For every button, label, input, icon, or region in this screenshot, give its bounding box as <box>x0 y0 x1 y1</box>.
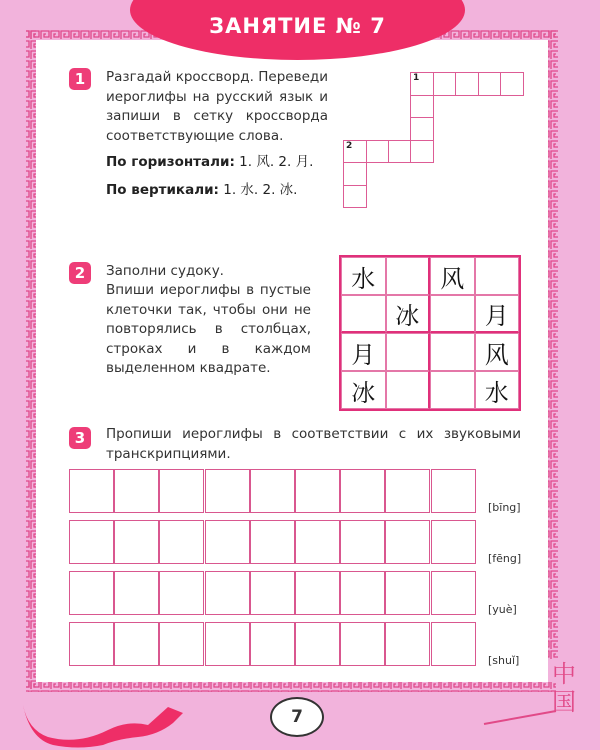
writing-cell[interactable] <box>250 469 295 513</box>
task1-instructions: Разгадай кроссворд. Переведи иероглифы на русский язык и запиши в сетку кроссворда соответствующие слова. <box>106 69 328 144</box>
sudoku-cell[interactable] <box>430 371 475 409</box>
writing-cell[interactable] <box>205 469 250 513</box>
crossword-cell[interactable] <box>410 72 434 96</box>
page-title: ЗАНЯТИЕ № 7 <box>209 14 386 38</box>
pinyin-label: [yuè] <box>488 603 517 616</box>
pinyin-label: [fēng] <box>488 552 522 565</box>
task-number-1: 1 <box>69 68 91 90</box>
writing-cell[interactable] <box>205 622 250 666</box>
writing-cell[interactable] <box>69 469 114 513</box>
sudoku-cell: 水 <box>475 371 520 409</box>
pinyin-label: [shuǐ] <box>488 654 520 667</box>
writing-cell[interactable] <box>431 469 476 513</box>
writing-cell[interactable] <box>250 520 295 564</box>
writing-cell[interactable] <box>205 571 250 615</box>
crossword-cell[interactable] <box>478 72 502 96</box>
task3-instructions: Пропиши иероглифы в соответствии с их звуковыми транскрипциями. <box>106 426 521 462</box>
writing-cell[interactable] <box>69 622 114 666</box>
vertical-clue-text: 1. 水. 2. 冰. <box>223 182 298 198</box>
writing-cell[interactable] <box>159 622 204 666</box>
writing-cell[interactable] <box>431 571 476 615</box>
page-number: 7 <box>270 697 324 737</box>
brush-icon <box>480 708 560 728</box>
crossword-cell[interactable] <box>455 72 479 96</box>
writing-cell[interactable] <box>69 520 114 564</box>
pinyin-label: [bīng] <box>488 501 521 514</box>
sudoku-cell[interactable] <box>386 371 431 409</box>
sudoku-cell: 水 <box>341 257 386 295</box>
crossword-cell[interactable] <box>343 185 367 209</box>
writing-cell[interactable] <box>295 520 340 564</box>
sudoku-grid <box>339 255 521 411</box>
writing-cell[interactable] <box>385 622 430 666</box>
sudoku-cell: 冰 <box>341 371 386 409</box>
sudoku-cell: 月 <box>341 333 386 371</box>
sudoku-cell[interactable] <box>386 333 431 371</box>
sudoku-cell: 风 <box>475 333 520 371</box>
writing-cell[interactable] <box>340 469 385 513</box>
writing-cell[interactable] <box>114 520 159 564</box>
writing-cell[interactable] <box>431 520 476 564</box>
crossword-cell[interactable] <box>366 140 390 164</box>
writing-cell[interactable] <box>340 520 385 564</box>
writing-cell[interactable] <box>69 571 114 615</box>
writing-cell[interactable] <box>159 520 204 564</box>
writing-cell[interactable] <box>385 571 430 615</box>
vertical-clues <box>106 178 297 198</box>
task2-instructions: Впиши иероглифы в пустые клеточки так, чтобы они не повторялись в столбцах, строках и в каждом выделенном квадрате. <box>106 282 311 376</box>
sudoku-cell: 冰 <box>386 295 431 333</box>
writing-cell[interactable] <box>159 469 204 513</box>
crossword-cell[interactable] <box>410 140 434 164</box>
task-number-2: 2 <box>69 262 91 284</box>
sudoku-cell[interactable] <box>430 333 475 371</box>
writing-cell[interactable] <box>340 622 385 666</box>
writing-cell[interactable] <box>114 469 159 513</box>
sudoku-cell[interactable] <box>386 257 431 295</box>
crossword-cell[interactable] <box>433 72 457 96</box>
crossword-cell[interactable] <box>343 162 367 186</box>
task2-title: Заполни судоку. <box>106 263 224 279</box>
writing-cell[interactable] <box>114 571 159 615</box>
writing-cell[interactable] <box>295 622 340 666</box>
writing-cell[interactable] <box>250 571 295 615</box>
horizontal-label: По горизонтали: <box>106 154 235 170</box>
writing-cell[interactable] <box>159 571 204 615</box>
dragon-icon <box>18 695 188 750</box>
sudoku-cell: 风 <box>430 257 475 295</box>
writing-cell[interactable] <box>385 520 430 564</box>
writing-cell[interactable] <box>295 469 340 513</box>
sudoku-cell[interactable] <box>475 257 520 295</box>
crossword-cell[interactable] <box>410 117 434 141</box>
writing-cell[interactable] <box>431 622 476 666</box>
writing-cell[interactable] <box>250 622 295 666</box>
horizontal-clues <box>106 150 313 170</box>
crossword-cell[interactable] <box>500 72 524 96</box>
writing-cell[interactable] <box>340 571 385 615</box>
crossword-cell[interactable] <box>410 95 434 119</box>
horizontal-clue-text: 1. 风. 2. 月. <box>239 154 314 170</box>
task-number-3: 3 <box>69 427 91 449</box>
vertical-label: По вертикали: <box>106 182 219 198</box>
crossword-cell[interactable] <box>343 140 367 164</box>
writing-cell[interactable] <box>385 469 430 513</box>
writing-cell[interactable] <box>114 622 159 666</box>
crossword-cell[interactable] <box>388 140 412 164</box>
writing-cell[interactable] <box>295 571 340 615</box>
sudoku-cell: 月 <box>475 295 520 333</box>
writing-cell[interactable] <box>205 520 250 564</box>
china-characters: 中 国 <box>552 660 576 716</box>
sudoku-cell[interactable] <box>341 295 386 333</box>
sudoku-cell[interactable] <box>430 295 475 333</box>
crossword-cell-number: 1 <box>413 73 420 83</box>
crossword-cell-number: 2 <box>346 140 353 151</box>
